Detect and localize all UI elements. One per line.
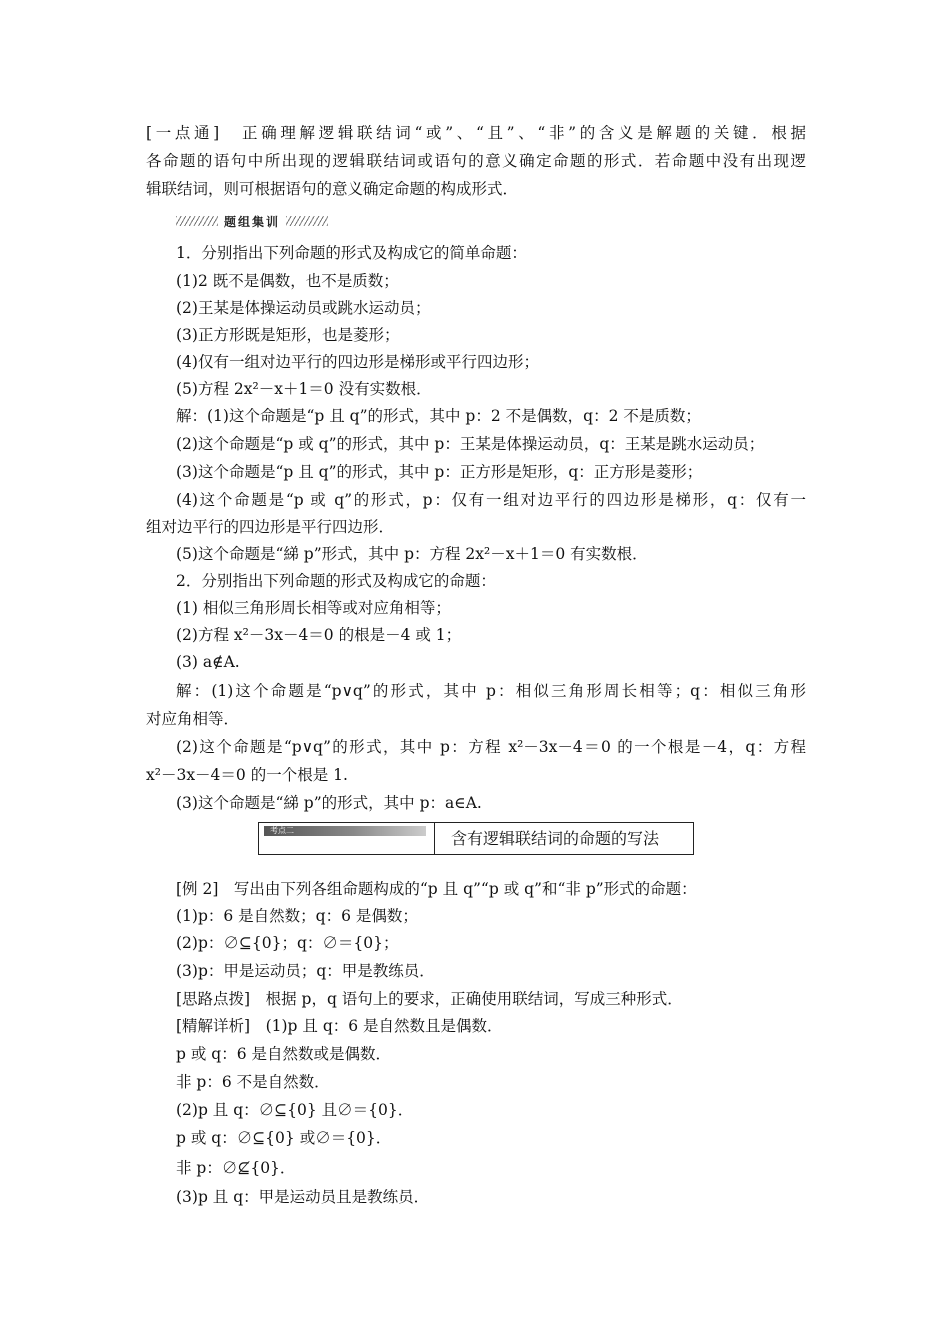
example-2-stem: [例 2] 写出由下列各组命题构成的“p 且 q”“p 或 q”和“非 p”形式的命题： <box>176 880 697 898</box>
problem-2-item: (3) a∉A. <box>176 653 240 671</box>
example-2-answer-line: p 或 q：∅⊆{0} 或∅＝{0}． <box>176 1129 392 1147</box>
problem-2-solution-line: 解：(1)这个命题是“p∨q”的形式，其中 p：相似三角形周长相等；q：相似三角形 <box>176 682 806 700</box>
example-2-answer-line: [精解详析] (1)p 且 q：6 是自然数且是偶数． <box>176 1017 503 1035</box>
problem-1-solution-line: (4)这个命题是“p 或 q”的形式，p：仅有一组对边平行的四边形是梯形，q：仅有一 <box>176 491 806 509</box>
example-2-answer-line: p 或 q：6 是自然数或是偶数． <box>176 1045 391 1063</box>
problem-1-solution-line: (3)这个命题是“p 且 q”的形式，其中 p：正方形是矩形，q：正方形是菱形； <box>176 463 703 481</box>
problem-2-stem: 2．分别指出下列命题的形式及构成它的命题： <box>176 572 496 590</box>
problem-1-solution-line: (2)这个命题是“p 或 q”的形式，其中 p：王某是体操运动员，q：王某是跳水运动员； <box>176 435 765 453</box>
example-2-answer-line: (2)p 且 q：∅⊆{0} 且∅＝{0}． <box>176 1101 414 1119</box>
problem-2-solution-line: x²－3x－4＝0 的一个根是 1. <box>146 766 348 784</box>
problem-1-item: (4)仅有一组对边平行的四边形是梯形或平行四边形； <box>176 353 539 371</box>
problem-2-solution-line: (2)这个命题是“p∨q”的形式，其中 p：方程 x²－3x－4＝0 的一个根是－4，q：方程 <box>176 738 806 756</box>
section-tag-bar <box>264 826 426 836</box>
section-tag <box>259 823 435 854</box>
example-2-item: (3)p：甲是运动员；q：甲是教练员． <box>176 962 435 980</box>
problem-1-item: (3)正方形既是矩形，也是菱形； <box>176 326 400 344</box>
problem-2-item: (1) 相似三角形周长相等或对应角相等； <box>176 599 451 617</box>
section-title: 含有逻辑联结词的命题的写法 <box>451 829 660 848</box>
problem-1-solution-line: 解：(1)这个命题是“p 且 q”的形式，其中 p：2 不是偶数，q：2 不是质数； <box>176 407 701 425</box>
example-2-hint: [思路点拨] 根据 p，q 语句上的要求，正确使用联结词，写成三种形式． <box>176 990 683 1008</box>
tip-line-1: [一点通] 正确理解逻辑联结词“或”、“且”、“非”的含义是解题的关键．根据 <box>146 124 806 142</box>
problem-1-stem: 1．分别指出下列命题的形式及构成它的简单命题： <box>176 244 527 262</box>
hatch-decoration-right <box>286 216 328 226</box>
section-header-box <box>258 822 694 855</box>
tip-line-2: 各命题的语句中所出现的逻辑联结词或语句的意义确定命题的形式．若命题中没有出现逻 <box>146 152 806 170</box>
example-2-answer-line: 非 p：∅⊈{0}． <box>176 1159 296 1177</box>
problem-1-item: (1)2 既不是偶数，也不是质数； <box>176 272 399 290</box>
problem-1-solution-line: 组对边平行的四边形是平行四边形． <box>146 518 395 536</box>
exercise-group-label <box>176 214 328 228</box>
hatch-decoration-left <box>176 216 218 226</box>
problem-1-item: (2)王某是体操运动员或跳水运动员； <box>176 299 431 317</box>
problem-1-solution-line: (5)这个命题是“綈 p”形式，其中 p：方程 2x²－x＋1＝0 有实数根． <box>176 545 648 563</box>
exercise-group-title: 题组集训 <box>224 214 281 229</box>
problem-2-solution-line: (3)这个命题是“綈 p”的形式，其中 p：a∈A. <box>176 794 482 812</box>
example-2-item: (1)p：6 是自然数；q：6 是偶数； <box>176 907 418 925</box>
problem-1-item: (5)方程 2x²－x＋1＝0 没有实数根． <box>176 380 432 398</box>
problem-2-solution-line: 对应角相等． <box>146 710 240 728</box>
section-tag-label: 考点二 <box>270 826 294 835</box>
example-2-item: (2)p：∅⊆{0}；q：∅＝{0}； <box>176 934 399 952</box>
example-2-answer-line: (3)p 且 q：甲是运动员且是教练员． <box>176 1188 430 1206</box>
problem-2-item: (2)方程 x²－3x－4＝0 的根是－4 或 1； <box>176 626 462 644</box>
example-2-answer-line: 非 p：6 不是自然数． <box>176 1073 330 1091</box>
tip-line-3: 辑联结词，则可根据语句的意义确定命题的构成形式． <box>146 180 519 198</box>
